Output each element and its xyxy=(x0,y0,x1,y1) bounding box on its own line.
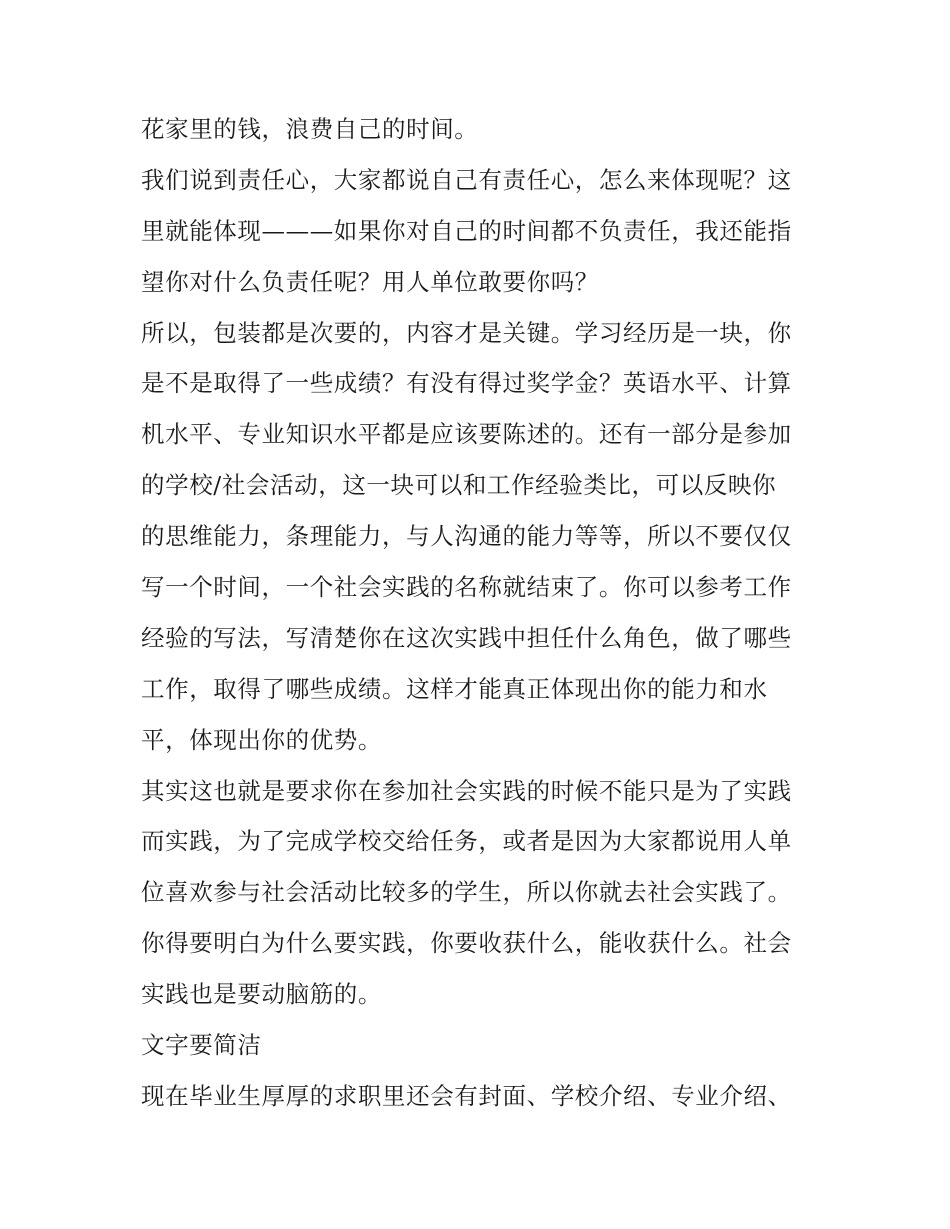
text-line: 而实践，为了完成学校交给任务，或者是因为大家都说用人单 xyxy=(141,827,792,856)
text-line: 实践也是要动脑筋的。 xyxy=(141,980,382,1009)
text-line: 现在毕业生厚厚的求职里还会有封面、学校介绍、专业介绍、 xyxy=(141,1081,792,1110)
text-line: 花家里的钱，浪费自己的时间。 xyxy=(141,115,479,143)
text-line: 我们说到责任心，大家都说自己有责任心，怎么来体现呢？这 xyxy=(141,165,792,194)
text-line: 平，体现出你的优势。 xyxy=(141,725,382,754)
text-line: 机水平、专业知识水平都是应该要陈述的。还有一部分是参加 xyxy=(141,420,792,449)
text-line: 的思维能力，条理能力，与人沟通的能力等等，所以不要仅仅 xyxy=(141,522,792,551)
text-line: 写一个时间，一个社会实践的名称就结束了。你可以参考工作 xyxy=(141,573,792,602)
text-line: 的学校/社会活动，这一块可以和工作经验类比，可以反映你 xyxy=(141,471,777,500)
text-line: 工作，取得了哪些成绩。这样才能真正体现出你的能力和水 xyxy=(141,674,768,703)
section-heading: 文字要简洁 xyxy=(141,1031,262,1060)
text-line: 其实这也就是要求你在参加社会实践的时候不能只是为了实践 xyxy=(141,776,792,805)
text-line: 经验的写法，写清楚你在这次实践中担任什么角色，做了哪些 xyxy=(141,623,792,652)
document-body xyxy=(141,104,821,1122)
text-line: 你得要明白为什么要实践，你要收获什么，能收获什么。社会 xyxy=(141,929,792,958)
text-line: 望你对什么负责任呢？用人单位敢要你吗？ xyxy=(141,267,599,296)
text-line: 是不是取得了一些成绩？有没有得过奖学金？英语水平、计算 xyxy=(141,369,792,398)
text-line: 位喜欢参与社会活动比较多的学生，所以你就去社会实践了。 xyxy=(141,878,792,907)
text-line: 所以，包装都是次要的，内容才是关键。学习经历是一块，你 xyxy=(141,318,792,347)
text-line: 里就能体现———如果你对自己的时间都不负责任，我还能指 xyxy=(141,216,792,245)
